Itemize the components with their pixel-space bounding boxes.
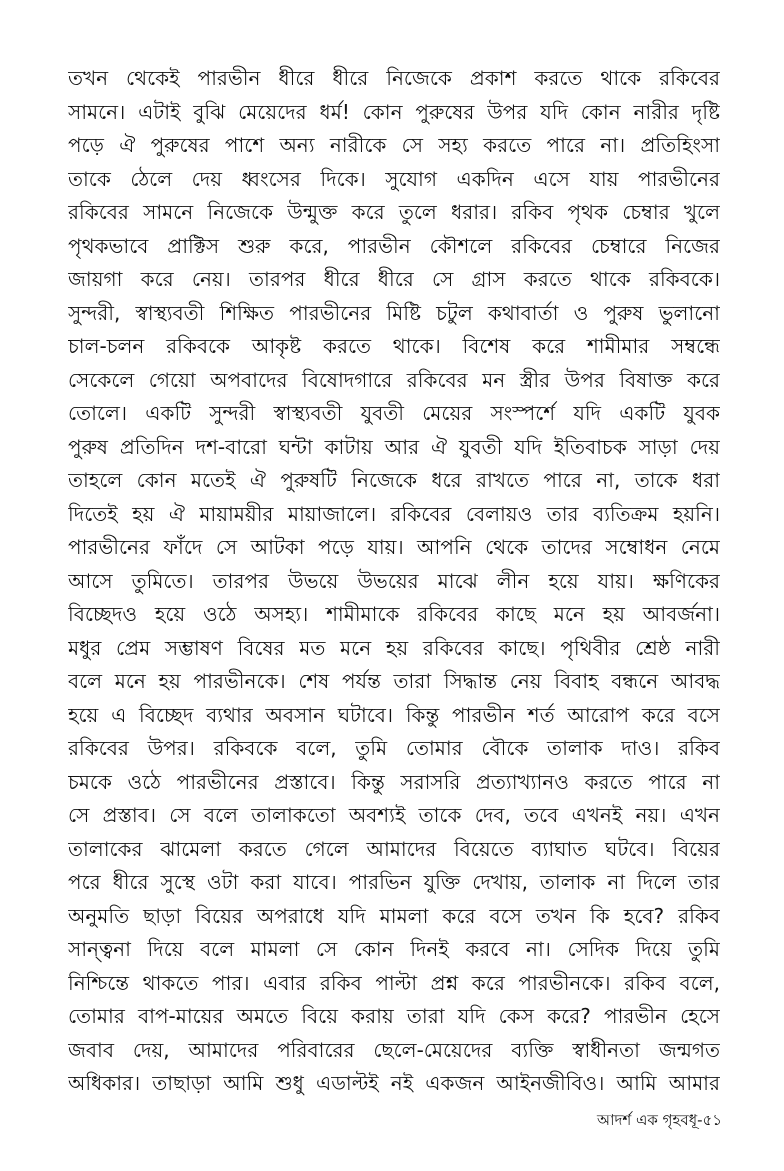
text-line: অনুমতি ছাড়া বিয়ের অপরাধে যদি মামলা করে বসে তখন কি হবে? রকিব (68, 903, 720, 928)
page-footer: আদর্শ এক গৃহবধূ-৫১ (596, 1111, 722, 1129)
text-line: সেকেলে গেয়ো অপবাদের বিষোদগারে রকিবের মন স্ত্রীর উপর বিষাক্ত করে (68, 367, 720, 392)
text-line: তোমার বাপ-মায়ের অমতে বিয়ে করায় তারা যদি কেস করে? পারভীন হেসে (68, 1004, 720, 1028)
text-line: বলে মনে হয় পারভীনকে। শেষ পর্যন্ত তারা সিদ্ধান্ত নেয় বিবাহ বন্ধনে আবদ্ধ (68, 669, 720, 693)
text-line: পারভীনের ফাঁদে সে আটকা পড়ে যায়। আপনি থেকে তাদের সম্বোধন নেমে (68, 535, 720, 559)
text-line: সান্ত্বনা দিয়ে বলে মামলা সে কোন দিনই করবে না। সেদিক দিয়ে তুমি (68, 937, 720, 961)
text-line: আসে তুমিতে। তারপর উভয়ে উভয়ের মাঝে লীন হয়ে যায়। ক্ষণিকের (68, 568, 720, 593)
text-line: চমকে ওঠে পারভীনের প্রস্তাবে। কিন্তু সরাসরি প্রত্যাখ্যানও করতে পারে না (68, 769, 720, 794)
text-line: দিতেই হয় ঐ মায়াময়ীর মায়াজালে। রকিবের বেলায়ও তার ব্যতিক্রম হয়নি। (68, 501, 720, 526)
text-line: জায়গা করে নেয়। তারপর ধীরে ধীরে সে গ্রাস করতে থাকে রকিবকে। (68, 267, 720, 291)
text-line: জবাব দেয়, আমাদের পরিবারের ছেলে-মেয়েদের ব্যক্তি স্বাধীনতা জন্মগত (68, 1037, 720, 1062)
text-line: সে প্রস্তাব। সে বলে তালাকতো অবশ্যই তাকে দেব, তবে এখনই নয়। এখন (68, 803, 720, 827)
text-line: বিচ্ছেদও হয়ে ওঠে অসহ্য। শামীমাকে রকিবের কাছে মনে হয় আবর্জনা। (68, 602, 720, 626)
text-line: অধিকার। তাছাড়া আমি শুধু এডাল্টই নই একজন আইনজীবিও। আমি আমার (68, 1071, 720, 1095)
text-line: পুরুষ প্রতিদিন দশ-বারো ঘন্টা কাটায় আর ঐ যুবতী যদি ইতিবাচক সাড়া দেয় (68, 434, 720, 459)
text-line: চাল-চলন রকিবকে আকৃষ্ট করতে থাকে। বিশেষ করে শামীমার সম্বন্ধে (68, 334, 720, 358)
text-line: হয়ে এ বিচ্ছেদ ব্যথার অবসান ঘটাবে। কিন্তু পারভীন শর্ত আরোপ করে বসে (68, 702, 720, 727)
body-text (68, 62, 720, 1101)
text-line: পৃথকভাবে প্রাক্টিস শুরু করে, পারভীন কৌশলে রকিবের চেম্বারে নিজের (68, 233, 720, 258)
text-line: তোলে। একটি সুন্দরী স্বাস্থ্যবতী যুবতী মেয়ের সংস্পর্শে যদি একটি যুবক (68, 401, 720, 425)
text-line: পড়ে ঐ পুরুষের পাশে অন্য নারীকে সে সহ্য করতে পারে না। প্রতিহিংসা (68, 133, 720, 157)
text-line: রকিবের সামনে নিজেকে উন্মুক্ত করে তুলে ধরার। রকিব পৃথক চেম্বার খুলে (68, 200, 720, 224)
text-line: নিশ্চিন্তে থাকতে পার। এবার রকিব পাল্টা প্রশ্ন করে পারভীনকে। রকিব বলে, (68, 970, 720, 995)
text-line: রকিবের উপর। রকিবকে বলে, তুমি তোমার বৌকে তালাক দাও। রকিব (68, 736, 720, 760)
text-line: তখন থেকেই পারভীন ধীরে ধীরে নিজেকে প্রকাশ করতে থাকে রকিবের (68, 66, 720, 90)
text-line: সামনে। এটাই বুঝি মেয়েদের ধর্ম! কোন পুরুষের উপর যদি কোন নারীর দৃষ্টি (68, 99, 720, 124)
text-line: মধুর প্রেম সম্ভাষণ বিষের মত মনে হয় রকিবের কাছে। পৃথিবীর শ্রেষ্ঠ নারী (68, 635, 720, 660)
text-line: তালাকের ঝামেলা করতে গেলে আমাদের বিয়েতে ব্যাঘাত ঘটবে। বিয়ের (68, 836, 720, 861)
text-line: তাহলে কোন মতেই ঐ পুরুষটি নিজেকে ধরে রাখতে পারে না, তাকে ধরা (68, 468, 720, 492)
text-line: তাকে ঠেলে দেয় ধ্বংসের দিকে। সুযোগ একদিন এসে যায় পারভীনের (68, 166, 720, 191)
text-line: পরে ধীরে সুস্থে ওটা করা যাবে। পারভিন যুক্তি দেখায়, তালাক না দিলে তার (68, 870, 720, 894)
text-line: সুন্দরী, স্বাস্থ্যবতী শিক্ষিত পারভীনের মিষ্টি চটুল কথাবার্তা ও পুরুষ ভুলানো (68, 300, 720, 325)
